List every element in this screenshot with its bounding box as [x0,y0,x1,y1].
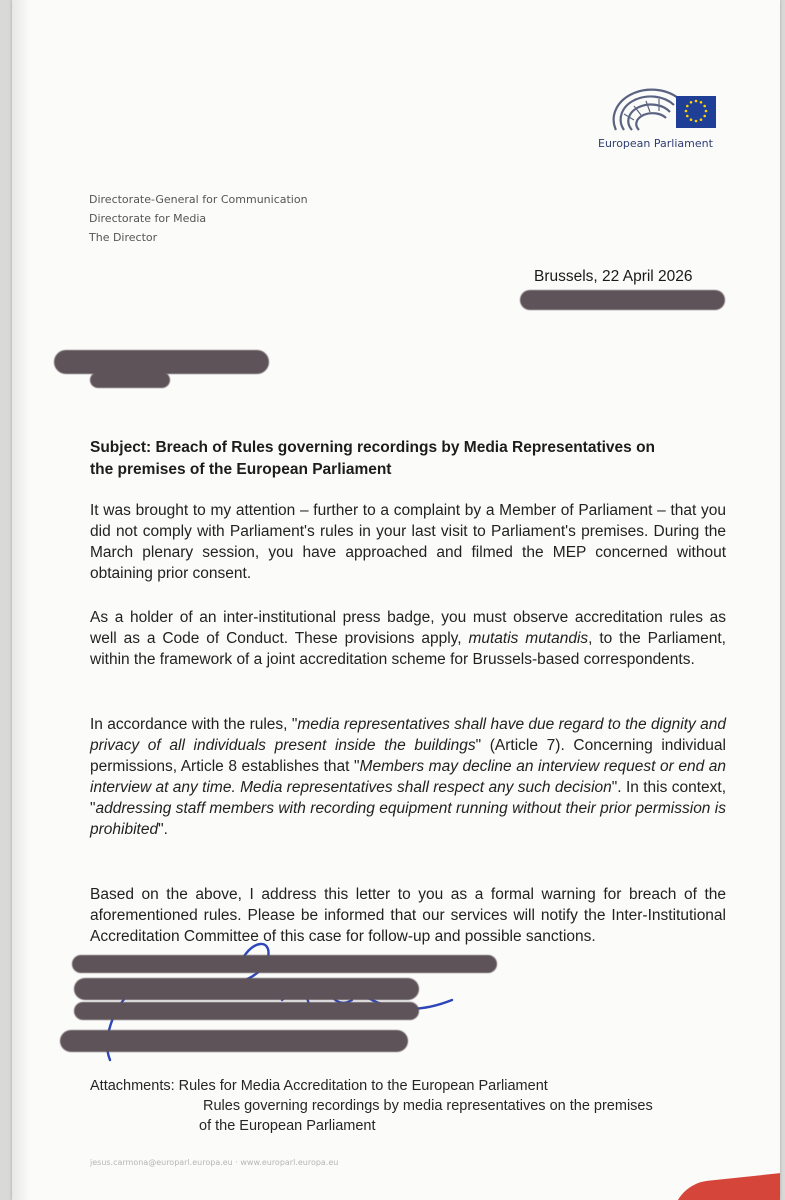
p3-text-a: In accordance with the rules, " [90,716,298,733]
sender-directorate-general: Directorate-General for Communication [89,193,308,206]
redaction-reference [520,290,725,310]
redaction-recipient-2 [90,372,170,388]
footer-contact: jesus.carmona@europarl.europa.eu · www.europarl.europa.eu [90,1158,339,1167]
sender-title: The Director [89,231,158,244]
letter-page [12,0,780,1200]
subject-line-2: the premises of the European Parliament [90,461,392,478]
p3-quote-article-7: media representatives shall have due regard to the dignity and privacy of all individuals present inside the buildings [90,716,726,754]
p2-text-a: As a holder of an inter-institutional press badge, you must observe accreditation rules as well as a Code of Conduct. These provisions apply, [90,609,726,647]
redaction-signature-4 [60,1030,408,1052]
logo-label: European Parliament [598,137,713,150]
redaction-signature-3 [74,1002,419,1020]
attachment-line-2: Rules governing recordings by media representatives on the premises [203,1098,653,1114]
paragraph-4: Based on the above, I address this letter to you as a formal warning for breach of the aforementioned rules. Please be informed that our services will notify the Inter-Institutional Accreditation Committee of this case for follow-up and possible sanctions. [90,886,726,945]
letter-subject [90,437,730,481]
paragraph-1: It was brought to my attention – further to a complaint by a Member of Parliament – that you did not comply with Parliament's rules in your last visit to Parliament's premises. During the March plenary session, you have approached and filmed the MEP concerned without obtaining prior consent. [90,502,726,582]
sender-directorate: Directorate for Media [89,212,207,225]
attachments-block [90,1076,653,1136]
corner-red-object [668,1171,780,1200]
p3-text-d: ". [158,821,168,838]
sender-block [89,190,308,247]
p2-italic: mutatis mutandis [468,630,589,647]
p3-text-c: ". In this context, " [90,779,726,817]
page-edge-shadow [12,0,30,1200]
p3-quote-article-8: Members may decline an interview request or end an interview at any time. Media representatives shall respect any such decision [90,758,726,796]
attachment-line-3: of the European Parliament [199,1118,376,1134]
paragraph-2 [90,607,726,670]
letter-date: Brussels, 22 April 2026 [534,268,693,285]
paragraph-3 [90,714,726,840]
attachment-line-1: Attachments: Rules for Media Accreditation to the European Parliament [90,1078,548,1094]
redaction-recipient-1 [54,350,269,374]
p2-text-b: , to the Parliament, within the framework of a joint accreditation scheme for Brussels-based correspondents. [90,630,726,668]
p3-quote-prohibited: addressing staff members with recording equipment running without their prior permission is prohibited [90,800,726,838]
redaction-signature-2 [74,978,419,1000]
subject-line-1: Subject: Breach of Rules governing recordings by Media Representatives on [90,439,656,456]
redaction-signature-1 [72,955,497,973]
p3-text-b: " (Article 7). Concerning individual permissions, Article 8 establishes that " [90,737,726,775]
